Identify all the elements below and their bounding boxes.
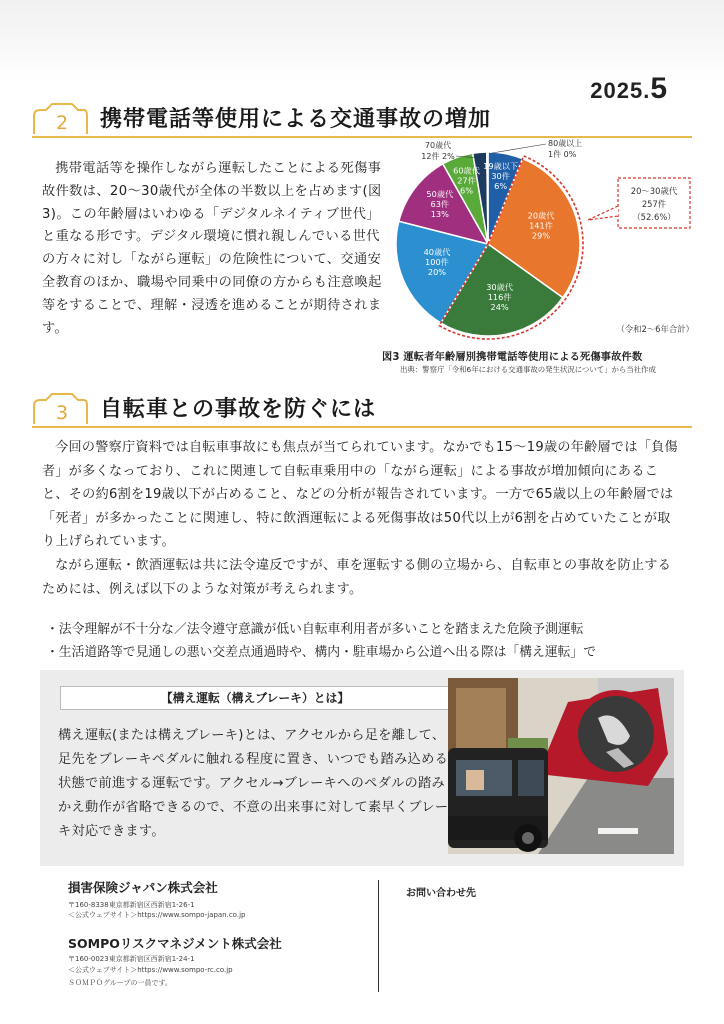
section-2-number: 2 [55, 112, 69, 134]
section-2-body: 携帯電話等を操作しながら運転したことによる死傷事故件数は、20～30歳代が全体の半数以上を占めます(図3)。この年齢層はいわゆる「デジタルネイティブ世代」と重なる形です。デジタル環境に慣れ親しんでいる世代の方々に対し「ながら運転」の危険性について、交通安全教育のほか、職場や同乗中の同僚の方からも注意喚起等をすることで、理解・浸透を進めることが期待されます。 [42, 161, 382, 336]
slice-pct: 6% [494, 180, 508, 191]
box-body: 構え運転(または構えブレーキ)とは、アクセルから足を離して、足先をブレーキペダルに触れる程度に置き、いつでも踏み込める状態で前進する運転です。アクセル→ブレーキへのペダルの踏みかえ動作が省略できるので、不意の出来事に対して素早くブレーキ対応できます。 [58, 728, 449, 839]
slice-label: 30歳代 [486, 281, 514, 292]
section-3-para-2: ながら運転・飲酒運転は共に法令違反ですが、車を運転する側の立場から、自転車との事故を防止するためには、例えば以下のような対策が考えられます。 [42, 557, 672, 597]
driving-scene-illustration [448, 678, 674, 854]
slice-pct: 13% [430, 209, 449, 220]
section-3-number: 3 [55, 402, 69, 424]
pie-chart-svg [388, 136, 708, 346]
slice-label: 20歳代 [527, 210, 555, 221]
slice-pct: 24% [490, 301, 509, 312]
header-band [0, 0, 724, 80]
kamae-unten-box [40, 670, 684, 866]
leader-line [492, 144, 546, 153]
list-item: ・生活道路等で見通しの悪い交差点通過時や、構内・駐車場から公道へ出る際は「構え運転」で [46, 645, 597, 660]
slice-count: 1件 0% [548, 150, 577, 159]
slice-pct: 20% [427, 267, 447, 278]
pie-chart [388, 136, 708, 366]
slice-count: 12件 2% [421, 152, 455, 161]
company-website-2[interactable]: ＜公式ウェブサイト＞https://www.sompo-rc.co.jp [68, 966, 233, 974]
slice-count: 30件 [491, 170, 510, 181]
driving-photo [448, 678, 674, 854]
company-name-2: SOMPOリスクマネジメント株式会社 [68, 936, 282, 951]
countermeasure-list [46, 618, 686, 664]
callout-text: （52.6%） [632, 212, 676, 222]
issue-date [590, 72, 668, 106]
company-address-2: 〒160-0023東京都新宿区西新宿1-24-1 [68, 955, 195, 963]
section-3-body [42, 436, 682, 601]
slice-count: 141件 [529, 220, 553, 231]
chart-source: 出典：警察庁「令和6年における交通事故の発生状況について」から当社作成 [400, 365, 656, 374]
box-title: 【構え運転（構えブレーキ）とは】 [60, 686, 450, 710]
list-item: ・法令理解が不十分な／法令遵守意識が低い自転車利用者が多いことを踏まえた危険予測運転 [46, 622, 584, 637]
chart-note: （令和2～6年合計） [616, 324, 694, 334]
company-address-1: 〒160-8338東京都新宿区西新宿1-26-1 [68, 901, 195, 909]
section-3-title: 自転車との事故を防ぐには [100, 397, 377, 422]
section-number-badge [32, 392, 88, 426]
section-2-title: 携帯電話等使用による交通事故の増加 [100, 107, 492, 132]
issue-month: 5 [650, 72, 668, 105]
slice-label: 50歳代 [426, 189, 454, 200]
company-website-1[interactable]: ＜公式ウェブサイト＞https://www.sompo-japan.co.jp [68, 911, 246, 919]
callout-text: 20～30歳代 [630, 186, 678, 196]
contact-label: お問い合わせ先 [406, 888, 476, 899]
section-divider [32, 426, 692, 428]
company-name-1: 損害保険ジャパン株式会社 [68, 880, 218, 895]
slice-count: 116件 [487, 291, 512, 302]
callout-text: 257件 [641, 199, 667, 209]
slice-count: 100件 [425, 257, 449, 268]
section-3-header [32, 392, 692, 428]
slice-count: 63件 [430, 199, 450, 210]
slice-count: 27件 [457, 175, 476, 186]
slice-label: 40歳代 [423, 247, 451, 258]
section-number-badge [32, 102, 88, 136]
slice-label: 80歳以上 [548, 139, 583, 148]
chart-title: 図3 運転者年齢層別携帯電話等使用による死傷事故件数 [382, 352, 643, 363]
slice-pct: 6% [460, 185, 474, 196]
section-3-para-1: 今回の警察庁資料では自転車事故にも焦点が当てられています。なかでも15～19歳の年齢層では「負傷者」が多くなっており、これに関連して自転車乗用中の「ながら運転」による事故が増加傾向にあること、その約6割を19歳以下が占めること、などの分析が報告されています。一方で65歳以上の年齢層では「死者」が多かったことに関連し、特に飲酒運転による死傷事故は50代以上が6割を占めていたことが取り上げられています。 [42, 440, 678, 550]
slice-label: 19歳以下 [483, 160, 519, 171]
slice-label: 70歳代 [424, 141, 452, 150]
footer [60, 878, 680, 998]
footer-divider [378, 880, 379, 992]
slice-pct: 29% [531, 230, 551, 241]
callout-pointer [588, 206, 618, 220]
group-note: ＳＯＭＰＯグループの一員です。 [68, 979, 172, 987]
section-2-header [32, 102, 692, 138]
slice-label: 60歳代 [453, 165, 480, 176]
issue-year: 2025. [590, 78, 651, 103]
